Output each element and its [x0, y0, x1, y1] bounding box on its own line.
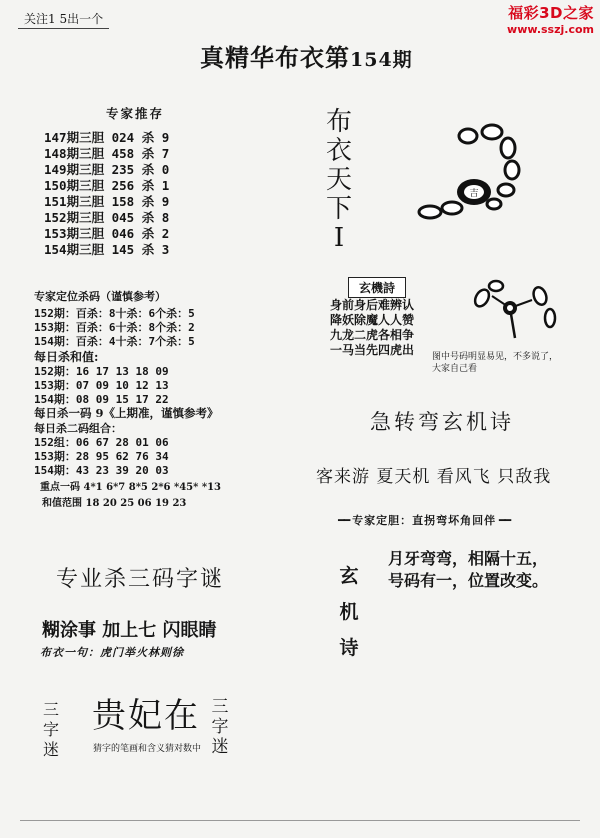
xuanji-vertical: 玄机诗 [339, 565, 359, 659]
two-code-row: 154期：43 23 39 20 03 [34, 464, 169, 477]
page-title [200, 38, 413, 73]
coin-link [419, 206, 441, 218]
brand-name: 福彩3D之家 [508, 4, 594, 22]
daily-sum-row: 152期：16 17 13 18 09 [34, 365, 169, 378]
riddle-big-word: 贵妃在 [92, 696, 200, 736]
poem-line: 身前身后难辨认 [330, 298, 415, 312]
vertical-label-left: 三字迷 [42, 700, 59, 759]
expert-rec-row: 151期三胆 158 杀 9 [44, 194, 170, 209]
poem-title: 玄機詩 [348, 277, 406, 298]
expert-line-text: 专家定胆：直拐弯坏角回伴 [352, 514, 497, 527]
vertical-title: 布衣天下I [325, 107, 352, 253]
coin-link [459, 129, 477, 143]
title-text: 真精华布衣第 [200, 43, 350, 72]
poem-line: 一马当先四虎出 [330, 343, 415, 357]
expert-line: ━━ 专家定胆：直拐弯坏角回伴 ━━ [338, 514, 511, 527]
section-title: 急转弯玄机诗 [370, 410, 514, 434]
coin-link [472, 287, 491, 309]
expert-rec-row: 147期三胆 024 杀 9 [44, 130, 170, 145]
riddle-hint: 布衣一句：虎门举火林则徐 [40, 646, 184, 659]
kill-row: 154期：百杀：4十杀：7个杀：5 [34, 335, 195, 348]
coin-link [531, 285, 548, 306]
daily-sum-heading: 每日杀和值: [34, 350, 99, 364]
coin-link [501, 138, 515, 158]
two-code-heading: 每日杀二码组合： [34, 422, 122, 435]
expert-rec-row: 150期三胆 256 杀 1 [44, 178, 170, 193]
coin-branch-picture [470, 278, 560, 348]
daily-sum-row: 153期：07 09 10 12 13 [34, 379, 169, 392]
kill-row: 152期：百杀：8十杀：6个杀：5 [34, 307, 195, 320]
poem-line: 九龙二虎各相争 [330, 328, 415, 342]
coin-link [545, 309, 555, 327]
vertical-label-right: 三字迷 [211, 697, 229, 757]
hint-poem [388, 548, 548, 592]
bottom-divider [20, 820, 580, 821]
coin-chain-picture [410, 120, 540, 230]
expert-rec-row: 154期三胆 145 杀 3 [44, 242, 170, 257]
riddle-title: 专业杀三码字谜 [56, 567, 225, 592]
riddle-line: 客来游 夏天机 看风飞 只敌我 [316, 467, 552, 487]
coin-link [487, 199, 501, 209]
picture-caption: 图中号码明显易见，不多说了，大家自己看 [432, 352, 559, 374]
sum-range-line: 和值范围 18 20 25 06 19 23 [42, 498, 187, 509]
key-combo-line: 重点一码 4*1 6*7 8*5 2*6 *45* *13 [40, 482, 221, 493]
kill-row: 153期：百杀：6十杀：8个杀：2 [34, 321, 195, 334]
kill-heading: 专家定位杀码（谨慎参考） [34, 290, 166, 303]
riddle-note: 猜字的笔画和含义猜对数中 [93, 744, 202, 754]
coin-link [442, 202, 462, 214]
coin-link [498, 184, 514, 196]
expert-rec-row: 148期三胆 458 杀 7 [44, 146, 170, 161]
two-code-row: 153期：28 95 62 76 34 [34, 450, 169, 463]
coin-link [505, 161, 519, 179]
expert-rec-heading: 专家推存 [106, 106, 165, 121]
hint-line: 号码有一，位置改变。 [388, 571, 549, 590]
coin-link [482, 125, 502, 139]
poem-line: 降妖除魔人人赞 [330, 313, 415, 327]
one-code-line: 每日杀一码 9《上期准，谨慎参考》 [34, 406, 219, 420]
top-note: 关注1 5出一个 [18, 10, 109, 29]
expert-rec-row: 153期三胆 046 杀 2 [44, 226, 170, 241]
riddle-clues: 糊涂事 加上七 闪眼睛 [42, 620, 217, 641]
brand-watermark[interactable] [507, 2, 594, 36]
coin-char: 吉 [469, 189, 479, 199]
daily-sum-row: 154期：08 09 15 17 22 [34, 393, 169, 406]
expert-rec-row: 152期三胆 045 杀 8 [44, 210, 170, 225]
coin-link [489, 281, 503, 291]
brand-url[interactable]: www.sszj.com [507, 23, 594, 36]
hint-line: 月牙弯弯，相隔十五， [388, 549, 549, 568]
expert-rec-row: 149期三胆 235 杀 0 [44, 162, 170, 177]
two-code-row: 152组：06 67 28 01 06 [34, 436, 169, 449]
issue-number: 154期 [350, 49, 413, 71]
